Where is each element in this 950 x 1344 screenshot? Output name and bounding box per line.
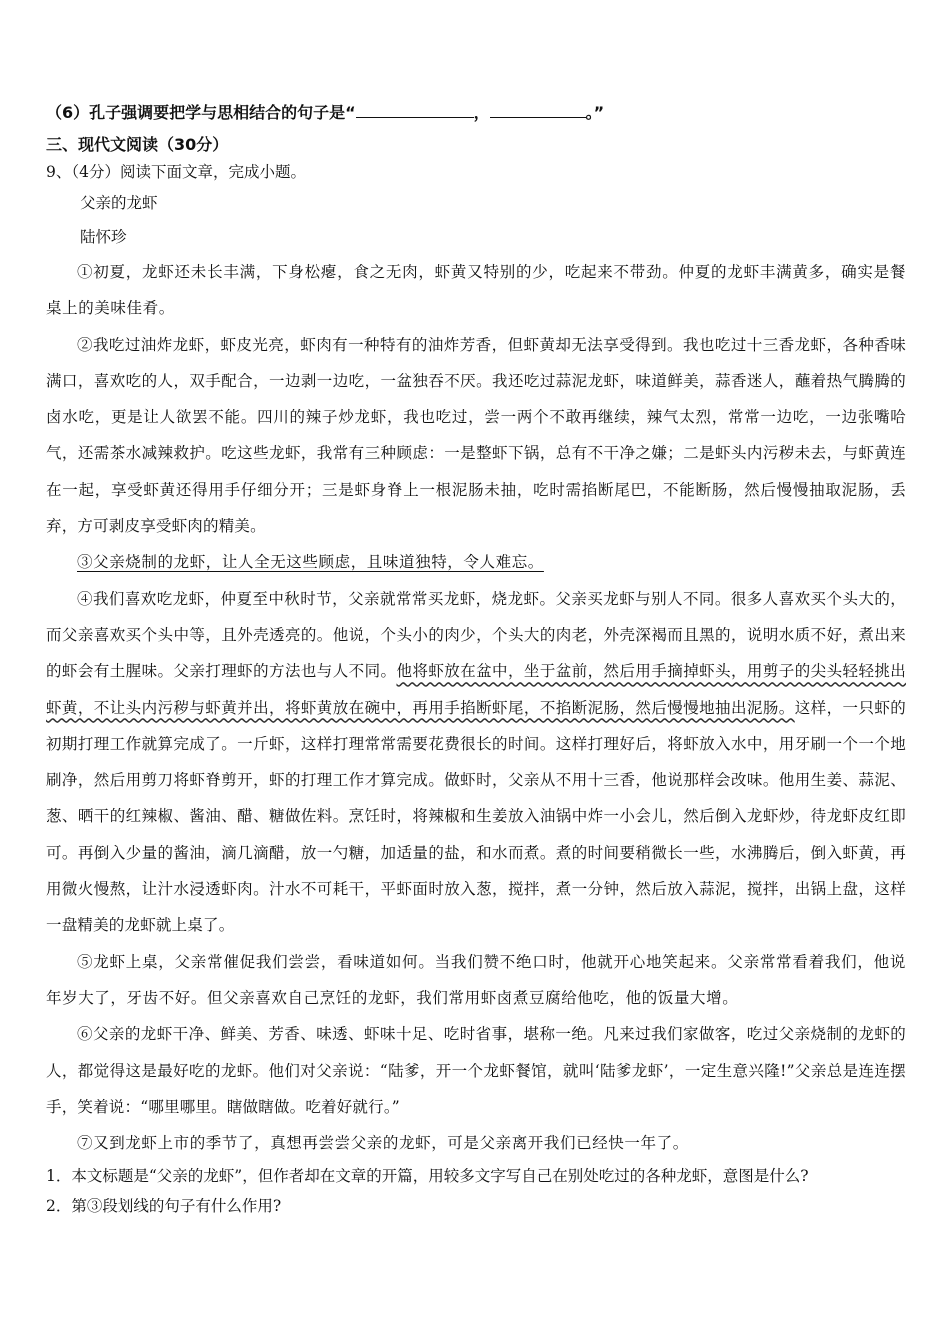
paragraph-1: ①初夏，龙虾还未长丰满，下身松瘪，食之无肉，虾黄又特别的少，吃起来不带劲。仲夏的龙虾丰满黄多，确实是餐桌上的美味佳肴。 [46,263,906,318]
answer-blank-1[interactable] [356,101,474,118]
paragraph-4-part-a: ④我们喜欢吃龙虾，仲夏至中秋时节，父亲就常常买龙虾，烧龙虾。父亲买龙虾与别人不同。很多人喜欢买个头大的，而父亲喜欢买个头中等，且外壳透亮的。他说，个头小的肉少，个头大的肉老，外壳深褐而且黑的，说明水质不好，煮出来的虾会有土腥味。父亲打理虾的方法也与人不同。 [46,589,906,681]
question-6 [46,96,906,130]
section-heading: 三、现代文阅读（30分） [46,135,229,154]
underlined-sentence: ③父亲烧制的龙虾，让人全无这些顾虑，且味道独特，令人难忘。 [77,553,544,572]
q6-comma: ， [473,103,490,122]
sub-question-2: 2．第③段划线的句子有什么作用? [46,1197,282,1216]
paragraph-5: ⑤龙虾上桌，父亲常催促我们尝尝，看味道如何。当我们赞不绝口时，他就开心地笑起来。父亲常常看着我们，他说年岁大了，牙齿不好。但父亲喜欢自己烹饪的龙虾，我们常用虾卤煮豆腐给他吃，他的饭量大增。 [46,952,906,1007]
q6-end: 。” [585,103,605,122]
paragraph-6: ⑥父亲的龙虾干净、鲜美、芳香、味透、虾味十足、吃时省事，堪称一绝。凡来过我们家做客，吃过父亲烧制的龙虾的人，都觉得这是最好吃的龙虾。他们对父亲说：“陆爹，开一个龙虾餐馆，就叫‘陆爹龙虾’，一定生意兴隆!”父亲总是连连摆手，笑着说：“哪里哪里。瞎做瞎做。吃着好就行。” [46,1025,906,1116]
paragraph-4 [46,581,906,944]
q6-text: （6）孔子强调要把学与思相结合的句子是“ [46,103,356,122]
article-author: 陆怀珍 [80,228,127,246]
paragraph-3 [46,544,906,580]
paragraph-7: ⑦又到龙虾上市的季节了，真想再尝尝父亲的龙虾，可是父亲离开我们已经快一年了。 [77,1134,689,1153]
wavy-underlined-sentence: 他将虾放在盆中，坐于盆前，然后用手摘掉虾头，用剪子的尖头轻轻挑出虾黄，不让头内污秽与虾黄并出，将虾黄放在碗中，再用手掐断虾尾，不掐断泥肠，然后慢慢地抽出泥肠。 [46,662,906,717]
question-9-intro: 9、（4分）阅读下面文章，完成小题。 [46,163,306,181]
article-title: 父亲的龙虾 [80,194,158,212]
sub-question-1: 1．本文标题是“父亲的龙虾”，但作者却在文章的开篇，用较多文字写自己在别处吃过的各种龙虾，意图是什么? [46,1167,809,1186]
answer-blank-2[interactable] [490,101,586,118]
exam-page [46,96,906,1221]
paragraph-4-part-b: 这样，一只虾的初期打理工作就算完成了。一斤虾，这样打理常常需要花费很长的时间。这样打理好后，将虾放入水中，用牙刷一个一个地刷净，然后用剪刀将虾脊剪开，虾的打理工作才算完成。做虾时，父亲从不用十三香，他说那样会改味。他用生姜、蒜泥、葱、晒干的红辣椒、酱油、醋、糖做佐料。烹饪时，将辣椒和生姜放入油锅中炸一小会儿，然后倒入龙虾炒，待龙虾皮红即可。再倒入少量的酱油，滴几滴醋，放一勺糖，加适量的盐，和水而煮。煮的时间要稍微长一些，水沸腾后，倒入虾黄，再用微火慢熬，让汁水浸透虾肉。汁水不可耗干，平虾面时放入葱，搅拌，煮一分钟，然后放入蒜泥，搅拌，出锅上盘，这样一盘精美的龙虾就上桌了。 [46,698,906,935]
paragraph-2: ②我吃过油炸龙虾，虾皮光亮，虾肉有一种特有的油炸芳香，但虾黄却无法享受得到。我也吃过十三香龙虾，各种香味满口，喜欢吃的人，双手配合，一边剥一边吃，一盆独吞不厌。我还吃过蒜泥龙虾，味道鲜美，蒜香迷人，蘸着热气腾腾的卤水吃，更是让人欲罢不能。四川的辣子炒龙虾，我也吃过，尝一两个不敢再继续，辣气太烈，常常一边吃，一边张嘴哈气，还需茶水减辣救护。吃这些龙虾，我常有三种顾虑：一是整虾下锅，总有不干净之嫌；二是虾头内污秽未去，与虾黄连在一起，享受虾黄还得用手仔细分开；三是虾身脊上一根泥肠未抽，吃时需掐断尾巴，不能断肠，然后慢慢抽取泥肠，丢弃，方可剥皮享受虾肉的精美。 [46,335,906,536]
